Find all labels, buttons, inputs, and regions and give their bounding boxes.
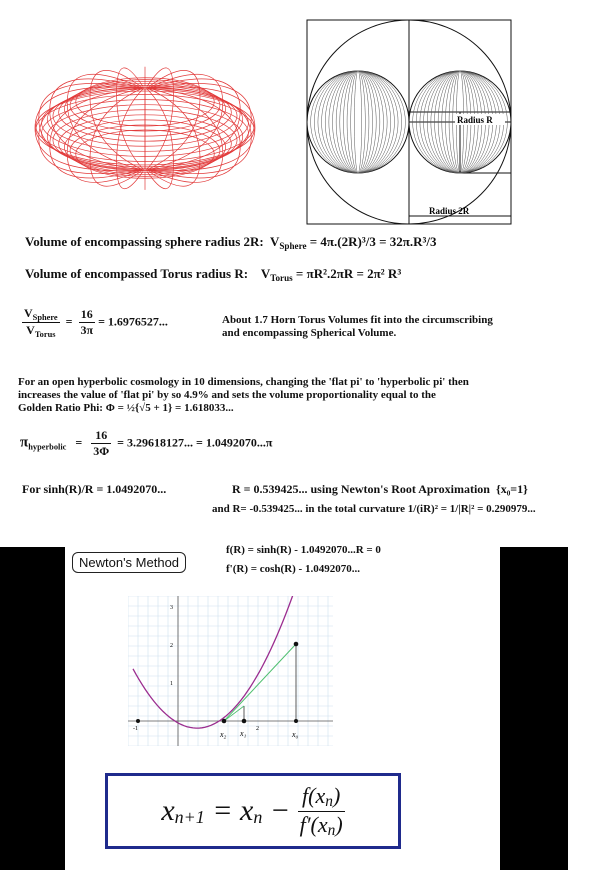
horn-torus-image <box>28 38 263 218</box>
x0-label: x₀ <box>292 730 299 739</box>
sphere-volume-line: Volume of encompassing sphere radius 2R: $V_{Sphere} = 4\pi.(2R)^3/3 = 32\pi.R^3/3$ <box>25 234 437 251</box>
radius-r-label: Radius R <box>457 115 493 125</box>
sphere-torus-diagram <box>305 18 513 228</box>
radius-2r-label: Radius 2R <box>429 206 470 216</box>
sinh-line-left: For sinh(R)/R = 1.0492070... <box>22 482 167 496</box>
x-tick-2: 2 <box>256 726 259 732</box>
x-tick-minus1: -1 <box>133 726 138 732</box>
newton-formula-box <box>105 773 401 849</box>
newton-graph <box>128 596 333 746</box>
right-black-bar <box>500 547 568 870</box>
f-prime-line: f'(R) = cosh(R) - 1.0492070... <box>226 563 360 575</box>
ratio-note: About 1.7 Horn Torus Volumes fit into the circumscribing and encompassing Spherical Volume. <box>222 314 493 339</box>
sinh-line-right: R = 0.539425... using Newton's Root Aproximation {x₀=1} <box>232 482 528 496</box>
x1-label: x₁ <box>240 729 247 738</box>
y-tick-3: 3 <box>170 605 173 611</box>
curvature-line: and R= -0.539425... in the total curvature 1/(iR)² = 1/|R|² = 0.290979... <box>212 503 536 515</box>
left-black-bar <box>0 547 65 870</box>
f-of-r-line: f(R) = sinh(R) - 1.0492070...R = 0 <box>226 544 381 556</box>
hyperbolic-paragraph: For an open hyperbolic cosmology in 10 dimensions, changing the 'flat pi' to 'hyperbolic pi' then increases the value of 'flat pi' by so 4.9% and sets the volume proportionality equal to the Golden Ratio Phi: Φ = ½{√5 + 1} = 1.618033... <box>18 376 469 414</box>
y-tick-1: 1 <box>170 681 173 687</box>
newton-formula: $x_{n+1} = x_n$ − $\frac{f(x_n)}{f'(x_n)}$ <box>161 782 343 839</box>
newtons-method-label: Newton's Method <box>72 552 186 573</box>
torus-volume-line: Volume of encompassed Torus radius R: $V_{Torus} = \pi R^2.2\pi R = 2\pi^2$ R³ <box>25 266 402 283</box>
hyperbolic-pi-formula: $\pi_{hyperbolic}$ = $\frac{16}{3\Phi}$ = 3.29618127... = 1.0492070...π <box>20 428 273 458</box>
x2-label: x₂ <box>220 730 227 739</box>
volume-ratio: $\frac{V_{Sphere}}{V_{Torus}}$ = $\frac{16}{3\pi}$ = 1.6976527... <box>24 306 168 339</box>
y-tick-2: 2 <box>170 643 173 649</box>
